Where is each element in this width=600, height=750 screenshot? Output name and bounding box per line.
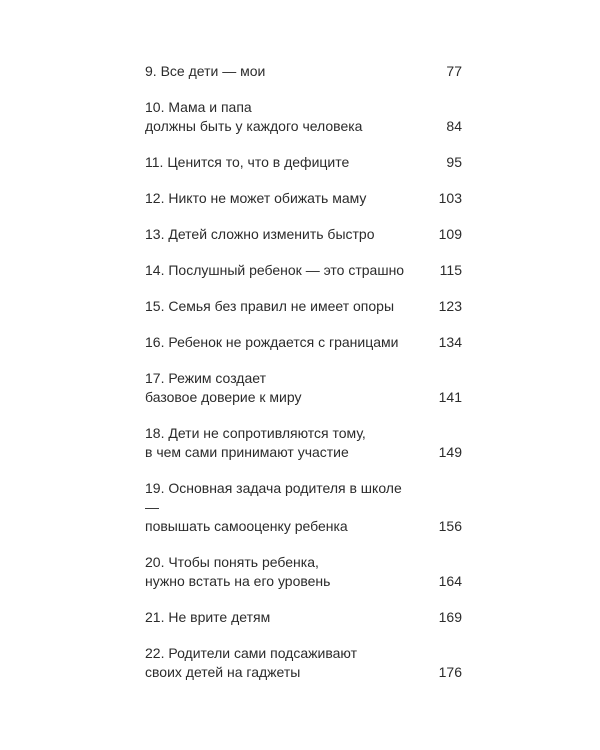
toc-entry-page-number: 156: [438, 518, 462, 534]
toc-entry: [145, 189, 462, 208]
toc-entry-page-number: 123: [438, 298, 462, 314]
toc-entry-page-number: 84: [446, 118, 462, 134]
toc-entry-title: 18. Дети не сопротивляются тому, в чем сами принимают участие: [145, 425, 366, 460]
toc-entry-page-number: 77: [446, 63, 462, 79]
toc-entry: [145, 644, 462, 682]
toc-entry: [145, 333, 462, 352]
table-of-contents: [145, 62, 462, 699]
toc-entry-page-number: 109: [438, 226, 462, 242]
toc-entry-page-number: 134: [438, 334, 462, 350]
toc-entry-title: 9. Все дети — мои: [145, 63, 266, 79]
toc-entry: [145, 608, 462, 627]
toc-entry: [145, 424, 462, 462]
toc-entry-title: 20. Чтобы понять ребенка, нужно встать на его уровень: [145, 554, 331, 589]
toc-entry: [145, 98, 462, 136]
toc-entry: [145, 369, 462, 407]
toc-entry-page-number: 176: [438, 664, 462, 680]
toc-entry-page-number: 95: [446, 154, 462, 170]
toc-entry: [145, 553, 462, 591]
toc-entry-title: 19. Основная задача родителя в школе — повышать самооценку ребенка: [145, 480, 402, 534]
toc-entry-title: 12. Никто не может обижать маму: [145, 190, 367, 206]
toc-entry-page-number: 164: [438, 573, 462, 589]
toc-entry: [145, 297, 462, 316]
toc-entry-page-number: 141: [438, 389, 462, 405]
toc-entry-title: 15. Семья без правил не имеет опоры: [145, 298, 395, 314]
toc-entry-page-number: 103: [438, 190, 462, 206]
toc-entry: [145, 479, 462, 536]
toc-entry-title: 14. Послушный ребенок — это страшно: [145, 262, 405, 278]
toc-entry: [145, 153, 462, 172]
toc-entry-title: 11. Ценится то, что в дефиците: [145, 154, 350, 170]
toc-entry-title: 22. Родители сами подсаживают своих детей на гаджеты: [145, 645, 357, 680]
toc-entry: [145, 261, 462, 280]
toc-entry-title: 17. Режим создает базовое доверие к миру: [145, 370, 302, 405]
toc-entry-page-number: 149: [438, 444, 462, 460]
toc-entry: [145, 225, 462, 244]
toc-entry-page-number: 115: [439, 262, 462, 278]
toc-entry-title: 10. Мама и папа должны быть у каждого человека: [145, 99, 363, 134]
toc-entry-page-number: 169: [438, 609, 462, 625]
toc-entry-title: 13. Детей сложно изменить быстро: [145, 226, 375, 242]
toc-entry-title: 21. Не врите детям: [145, 609, 271, 625]
toc-entry-title: 16. Ребенок не рождается с границами: [145, 334, 399, 350]
toc-entry: [145, 62, 462, 81]
